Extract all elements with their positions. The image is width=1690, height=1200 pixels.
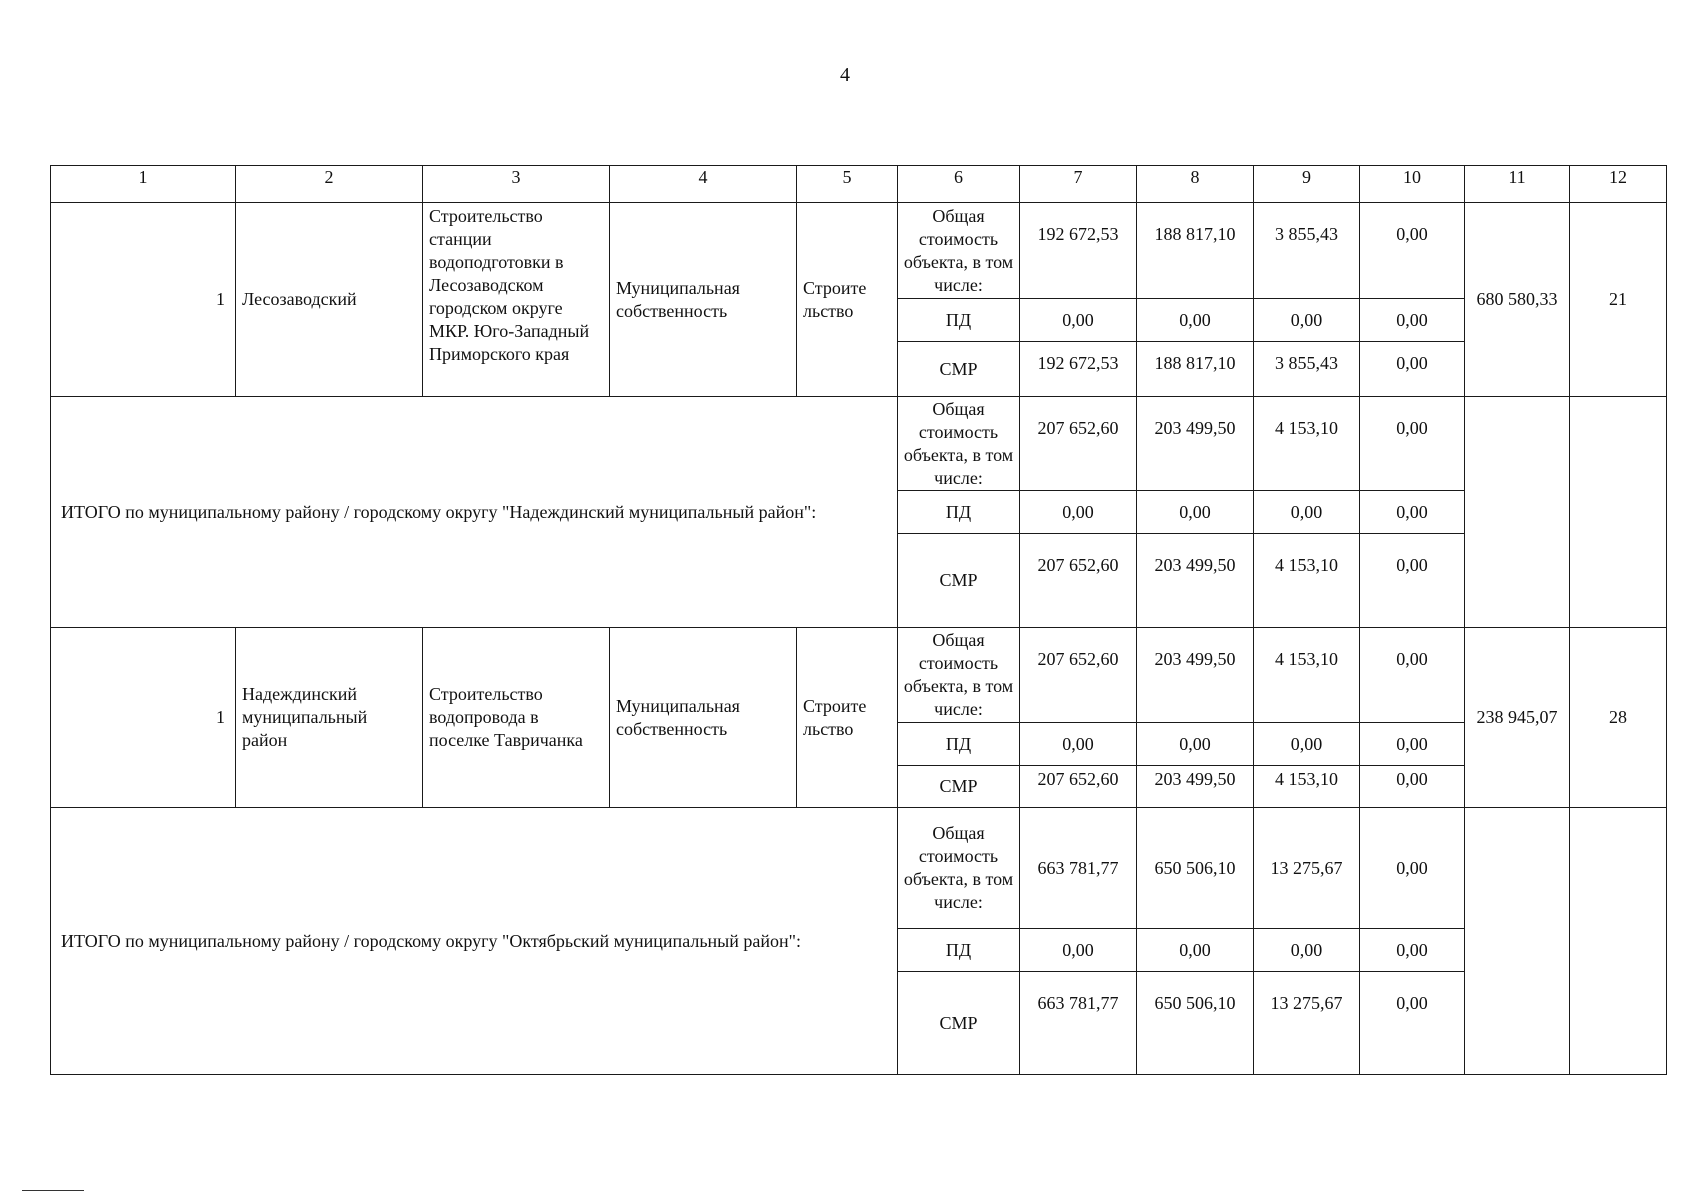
cost-label-cell: ПД <box>898 299 1020 342</box>
cost-label-cell: Общая стоимость объекта, в том числе: <box>898 628 1020 723</box>
cost-label-cell: СМР <box>898 342 1020 397</box>
value-cell: 0,00 <box>1360 534 1465 628</box>
header-cell: 3 <box>423 166 610 203</box>
value-cell: 0,00 <box>1254 723 1360 766</box>
cost-label-cell: СМР <box>898 766 1020 808</box>
value-cell: 0,00 <box>1137 491 1254 534</box>
value-cell: 0,00 <box>1020 491 1137 534</box>
value-cell: 203 499,50 <box>1137 397 1254 491</box>
header-cell: 10 <box>1360 166 1465 203</box>
value-cell: 650 506,10 <box>1137 808 1254 929</box>
value-cell: 0,00 <box>1360 203 1465 299</box>
value-cell: 0,00 <box>1360 628 1465 723</box>
cost-label-cell: СМР <box>898 972 1020 1075</box>
header-cell: 1 <box>51 166 236 203</box>
object-row-total <box>51 203 1667 299</box>
value-cell: 3 855,43 <box>1254 203 1360 299</box>
object-name-cell: Строительство станции водоподготовки в Лесозаводском городском округе МКР. Юго-Западный Приморского края <box>423 203 610 397</box>
empty-cell <box>1465 397 1570 628</box>
work-type-cell: Строите льство <box>797 628 898 808</box>
value-cell: 663 781,77 <box>1020 972 1137 1075</box>
cost-label-cell: Общая стоимость объекта, в том числе: <box>898 397 1020 491</box>
value-cell: 0,00 <box>1360 766 1465 808</box>
value-cell: 4 153,10 <box>1254 766 1360 808</box>
header-cell: 8 <box>1137 166 1254 203</box>
cost-label-cell: СМР <box>898 534 1020 628</box>
value-cell: 207 652,60 <box>1020 397 1137 491</box>
object-row-total <box>51 628 1667 723</box>
count-cell: 21 <box>1570 203 1667 397</box>
value-cell: 203 499,50 <box>1137 766 1254 808</box>
value-cell: 203 499,50 <box>1137 534 1254 628</box>
value-cell: 0,00 <box>1360 491 1465 534</box>
empty-cell <box>1465 808 1570 1075</box>
value-cell: 0,00 <box>1020 299 1137 342</box>
value-cell: 4 153,10 <box>1254 534 1360 628</box>
value-cell: 4 153,10 <box>1254 628 1360 723</box>
footnote-divider <box>22 1190 84 1191</box>
value-cell: 0,00 <box>1360 299 1465 342</box>
empty-cell <box>1570 808 1667 1075</box>
header-cell: 6 <box>898 166 1020 203</box>
value-cell: 13 275,67 <box>1254 972 1360 1075</box>
value-cell: 192 672,53 <box>1020 342 1137 397</box>
value-cell: 192 672,53 <box>1020 203 1137 299</box>
total-value-cell: 238 945,07 <box>1465 628 1570 808</box>
total-label-cell: ИТОГО по муниципальному району / городскому округу "Октябрьский муниципальный район": <box>51 808 898 1075</box>
value-cell: 0,00 <box>1137 723 1254 766</box>
empty-cell <box>1570 397 1667 628</box>
header-cell: 9 <box>1254 166 1360 203</box>
row-number: 1 <box>51 628 236 808</box>
value-cell: 0,00 <box>1254 491 1360 534</box>
value-cell: 203 499,50 <box>1137 628 1254 723</box>
value-cell: 4 153,10 <box>1254 397 1360 491</box>
cost-label-cell: Общая стоимость объекта, в том числе: <box>898 808 1020 929</box>
value-cell: 207 652,60 <box>1020 628 1137 723</box>
value-cell: 0,00 <box>1360 342 1465 397</box>
total-label-cell: ИТОГО по муниципальному району / городскому округу "Надеждинский муниципальный район": <box>51 397 898 628</box>
investment-table <box>50 165 1667 1075</box>
total-row-total <box>51 808 1667 929</box>
header-cell: 12 <box>1570 166 1667 203</box>
work-type-cell: Строите льство <box>797 203 898 397</box>
value-cell: 188 817,10 <box>1137 342 1254 397</box>
value-cell: 650 506,10 <box>1137 972 1254 1075</box>
value-cell: 0,00 <box>1137 929 1254 972</box>
count-cell: 28 <box>1570 628 1667 808</box>
header-cell: 7 <box>1020 166 1137 203</box>
cost-label-cell: ПД <box>898 491 1020 534</box>
value-cell: 0,00 <box>1254 299 1360 342</box>
value-cell: 0,00 <box>1137 299 1254 342</box>
total-value-cell: 680 580,33 <box>1465 203 1570 397</box>
header-cell: 11 <box>1465 166 1570 203</box>
cost-label-cell: ПД <box>898 723 1020 766</box>
district-cell: Надеждинский муниципальный район <box>236 628 423 808</box>
header-cell: 4 <box>610 166 797 203</box>
value-cell: 0,00 <box>1020 723 1137 766</box>
value-cell: 0,00 <box>1254 929 1360 972</box>
value-cell: 0,00 <box>1360 723 1465 766</box>
value-cell: 3 855,43 <box>1254 342 1360 397</box>
row-number: 1 <box>51 203 236 397</box>
value-cell: 663 781,77 <box>1020 808 1137 929</box>
header-row <box>51 166 1667 203</box>
object-name-cell: Строительство водопровода в поселке Тавричанка <box>423 628 610 808</box>
value-cell: 0,00 <box>1360 808 1465 929</box>
value-cell: 207 652,60 <box>1020 766 1137 808</box>
cost-label-cell: ПД <box>898 929 1020 972</box>
ownership-cell: Муниципальная собственность <box>610 203 797 397</box>
value-cell: 0,00 <box>1360 397 1465 491</box>
ownership-cell: Муниципальная собственность <box>610 628 797 808</box>
value-cell: 207 652,60 <box>1020 534 1137 628</box>
page-number: 4 <box>840 64 850 86</box>
header-cell: 5 <box>797 166 898 203</box>
value-cell: 13 275,67 <box>1254 808 1360 929</box>
district-cell: Лесозаводский <box>236 203 423 397</box>
cost-label-cell: Общая стоимость объекта, в том числе: <box>898 203 1020 299</box>
value-cell: 0,00 <box>1020 929 1137 972</box>
total-row-total <box>51 397 1667 491</box>
value-cell: 188 817,10 <box>1137 203 1254 299</box>
header-cell: 2 <box>236 166 423 203</box>
value-cell: 0,00 <box>1360 972 1465 1075</box>
value-cell: 0,00 <box>1360 929 1465 972</box>
